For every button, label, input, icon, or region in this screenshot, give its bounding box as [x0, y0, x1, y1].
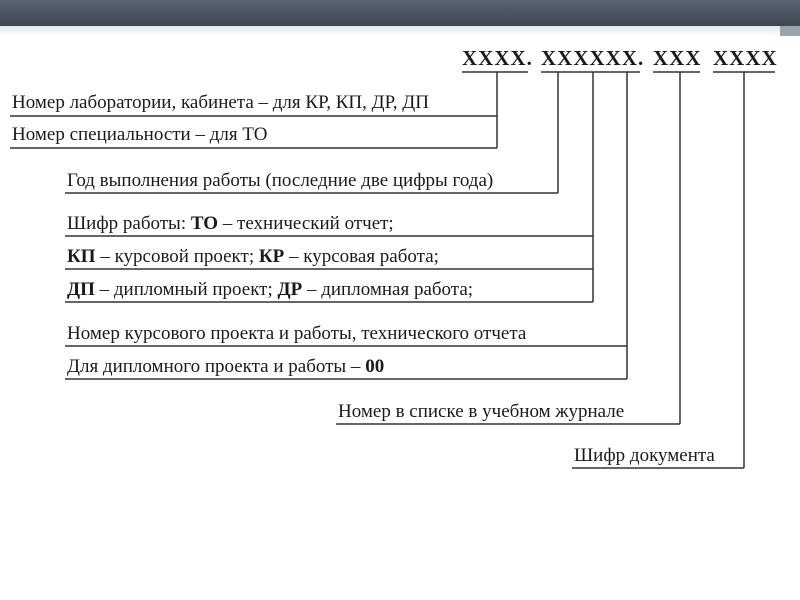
label-project-number: Номер курсового проекта и работы, технического отчета [67, 323, 527, 344]
label-doc-cipher: Шифр документа [574, 445, 715, 466]
cipher-dp-desc: – дипломный проект; [94, 279, 278, 300]
label-diploma-number [67, 356, 384, 378]
diploma-number-prefix: Для дипломного проекта и работы – [67, 356, 366, 377]
cipher-kr-desc: – курсовая работа; [284, 246, 439, 267]
cipher-kp-desc: – курсовой проект; [95, 246, 259, 267]
cipher-dp: ДП [67, 279, 95, 300]
cipher-to: ТО [190, 213, 219, 234]
cipher-kr: КР [258, 246, 285, 267]
label-lab-number: Номер лаборатории, кабинета – для КР, КП, ДР, ДП [12, 92, 429, 113]
label-cipher-2 [67, 246, 439, 268]
label-specialty-number: Номер специальности – для ТО [12, 124, 268, 145]
label-list-number: Номер в списке в учебном журнале [338, 401, 625, 422]
cipher-kp: КП [67, 246, 96, 267]
cipher-dr: ДР [277, 279, 303, 300]
cipher-prefix: Шифр работы: [67, 213, 191, 234]
code-segment-4: XXXX [713, 46, 778, 70]
code-segment-3: XXX [653, 46, 702, 70]
code-segment-1: XXXX. [462, 46, 533, 70]
cipher-to-desc: – технический отчет; [218, 213, 394, 234]
code-segment-2: XXXXXX. [541, 46, 645, 70]
label-year: Год выполнения работы (последние две цифры года) [67, 170, 494, 191]
cipher-dr-desc: – дипломная работа; [302, 279, 474, 300]
label-cipher-3 [67, 279, 473, 301]
diploma-number-value: 00 [365, 356, 385, 377]
label-cipher-1 [67, 213, 394, 235]
